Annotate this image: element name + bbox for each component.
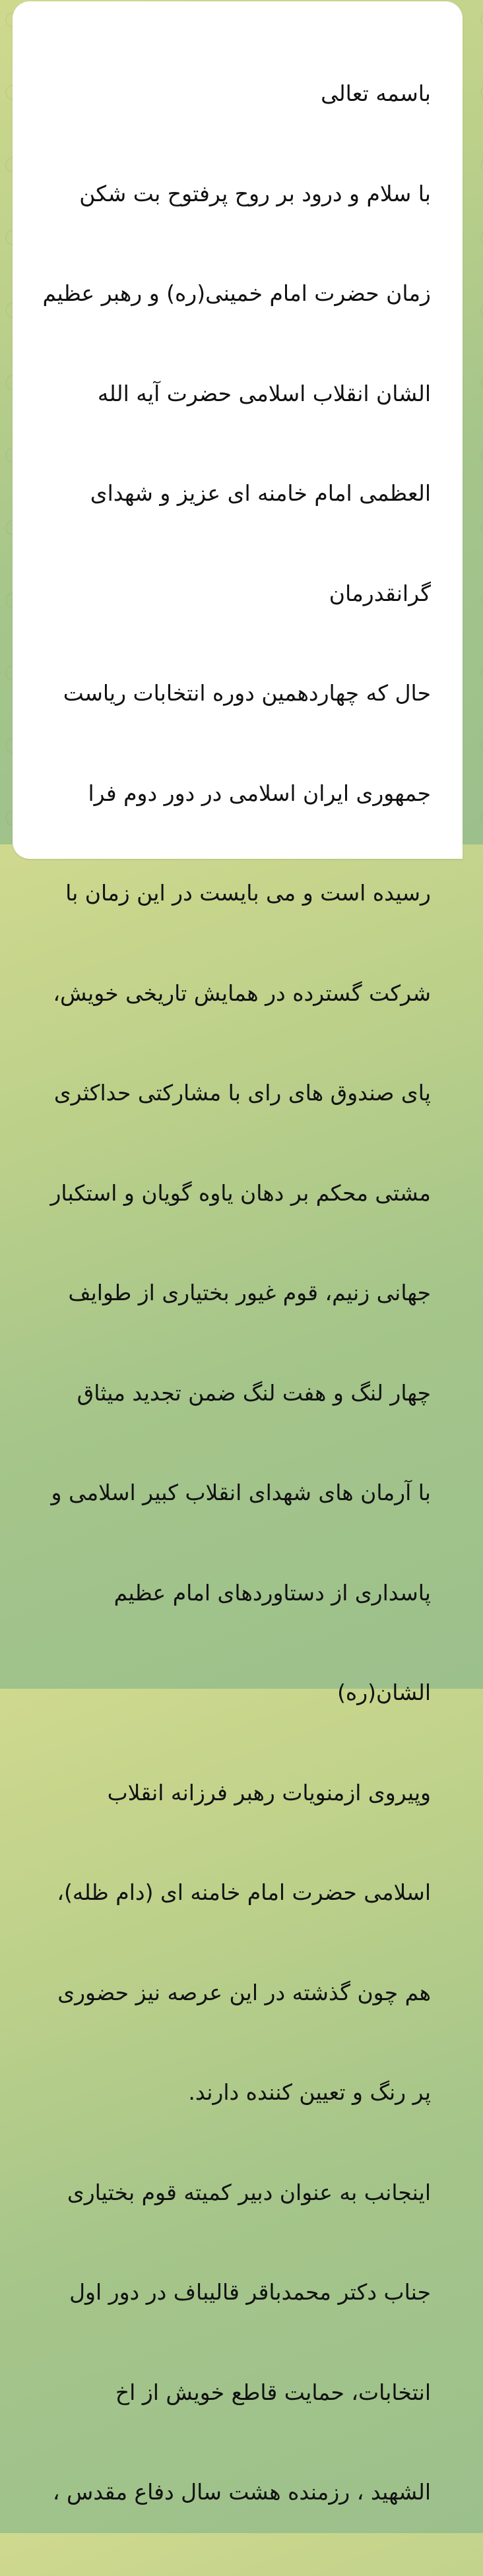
message-line: گرانقدرمان	[329, 580, 431, 606]
message-line: الشان انقلاب اسلامی حضرت آیه الله	[97, 380, 431, 406]
message-line: جهانی زنیم، قوم غیور بختیاری از طوایف	[68, 1280, 431, 1305]
message-line: پاسداری از دستاوردهای امام عظیم	[113, 1579, 431, 1606]
message-line: رسیده است و می بایست در این زمان با	[65, 880, 431, 906]
message-line: زمان حضرت امام خمینی(ره) و رهبر عظیم	[42, 280, 431, 306]
message-line: الشهید ، رزمنده هشت سال دفاع مقدس ،	[52, 2479, 431, 2505]
message-line: اینجانب به عنوان دبیر کمیته قوم بختیاری	[67, 2179, 431, 2205]
message-line: اسلامی حضرت امام خامنه ای (دام ظله)،	[57, 1879, 431, 1905]
message-line: شرکت گسترده در همایش تاریخی خویش،	[53, 980, 431, 1006]
message-line: جمهوری ایران اسلامی در دور دوم فرا	[88, 780, 431, 806]
message-line: الشان(ره)	[337, 1680, 431, 1705]
message-line: انتخابات، حمایت قاطع خویش از اخ	[115, 2379, 431, 2405]
message-line: چهار لنگ و هفت لنگ ضمن تجدید میثاق	[77, 1379, 431, 1406]
message-line: وپیروی ازمنویات رهبر فرزانه انقلاب	[107, 1779, 431, 1806]
message-line: با آرمان های شهدای انقلاب کبیر اسلامی و	[51, 1480, 431, 1505]
message-line: مشتی محکم بر دهان یاوه گویان و استکبار	[50, 1179, 431, 1206]
message-bubble[interactable]	[13, 1, 463, 2505]
message-line: پر رنگ و تعیین کننده دارند.	[188, 2079, 431, 2105]
message-text	[9, 11, 431, 2576]
message-line: باسمه تعالی	[321, 80, 431, 106]
message-line: حال که چهاردهمین دوره انتخابات ریاست	[63, 680, 431, 706]
message-line: با سلام و درود بر روح پرفتوح بت شکن	[79, 180, 431, 206]
message-line: هم چون گذشته در این عرصه نیز حضوری	[57, 1979, 431, 2005]
message-line: العظمی امام خامنه ای عزیز و شهدای	[90, 480, 431, 506]
message-line: پای صندوق های رای با مشارکتی حداکثری	[53, 1080, 431, 1106]
message-line: جناب دکتر محمدباقر قالیباف در دور اول	[69, 2279, 431, 2305]
